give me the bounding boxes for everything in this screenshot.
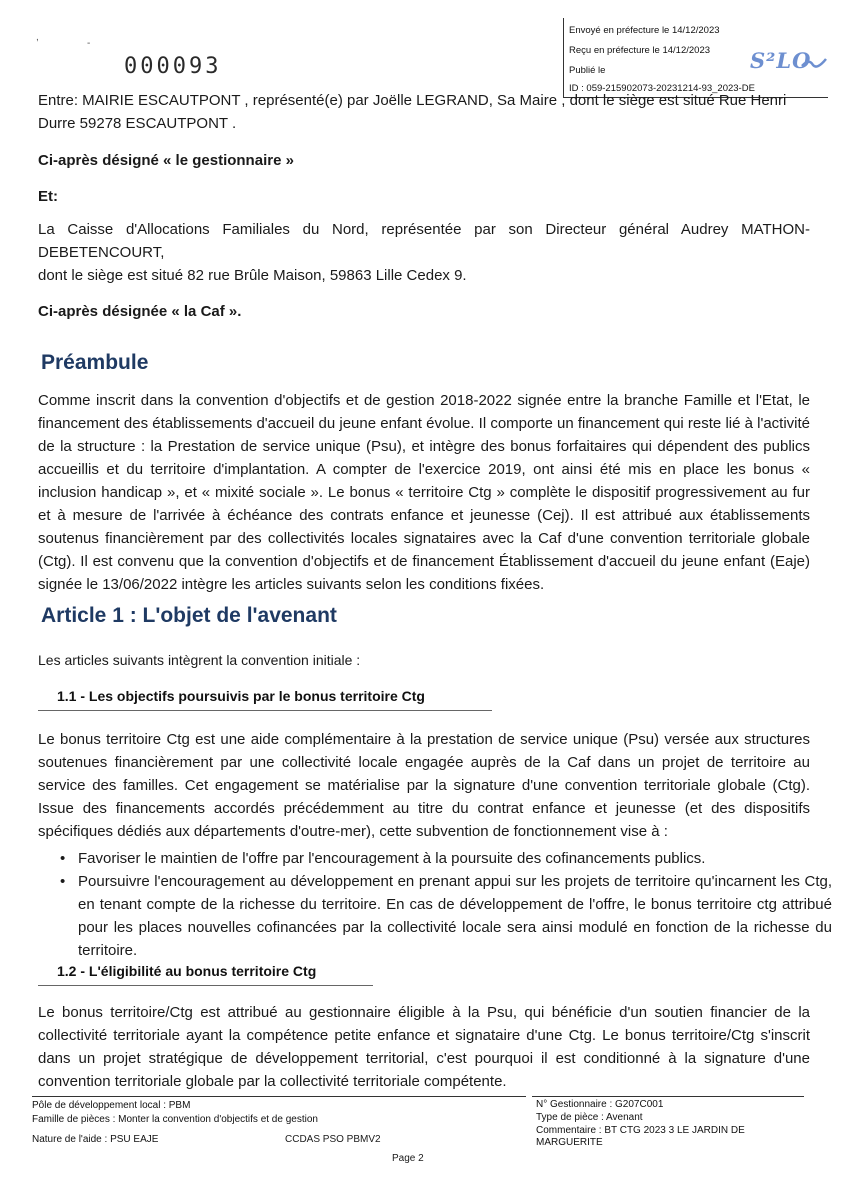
objectives-list xyxy=(56,847,832,962)
caf-label: Ci-après désignée « la Caf ». xyxy=(38,303,242,320)
caf-line: La Caisse d'Allocations Familiales du Nord, représentée par son Directeur général Audrey MATHON- xyxy=(38,221,810,238)
article1-intro: Les articles suivants intègrent la convention initiale : xyxy=(38,652,361,668)
entre-line: Durre 59278 ESCAUTPONT . xyxy=(38,115,237,132)
list-item: • Poursuivre l'encouragement au développement en prenant appui sur les projets de territoire qu'incarnent les Ctg, en tenant compte de la richesse du territoire. En cas de développement de l'offre, le bonus territoire ctg attribué pour les places nouvelles cofinancées par la collectivité locale sera ainsi modulé en fonction de la richesse du territoire. xyxy=(78,870,832,962)
entre-line: Entre: MAIRIE ESCAUTPONT , représenté(e) par Joëlle LEGRAND, Sa Maire , dont le siège est situé Rue Henri xyxy=(38,92,787,109)
margin-mark: - xyxy=(87,38,91,49)
section-1-2-text: Le bonus territoire/Ctg est attribué au gestionnaire éligible à la Psu, qui bénéficie d'un soutien financier de la collectivité territoriale ayant la compétence petite enfance et signataire d'une Ctg. Le bonus territoire/Ctg s'inscrit dans un projet stratégique de développement territorial, c'est pourquoi il est conditionné à la signature d'une convention territoriale globale par la collectivité territoriale compétente. xyxy=(38,1004,810,1090)
footer-type: Type de pièce : Avenant xyxy=(536,1112,643,1123)
margin-mark: , xyxy=(36,32,39,43)
footer-nature: Nature de l'aide : PSU EAJE xyxy=(32,1134,159,1145)
handwritten-doc-number: 000093 xyxy=(124,54,222,79)
prefecture-stamp xyxy=(563,18,828,98)
entre-party xyxy=(38,89,810,135)
section-1-1-title: 1.1 - Les objectifs poursuivis par le bonus territoire Ctg xyxy=(57,688,425,704)
section-1-2-title: 1.2 - L'éligibilité au bonus territoire Ctg xyxy=(57,963,317,979)
slo-swoosh-icon xyxy=(801,56,827,70)
stamp-received: Reçu en préfecture le 14/12/2023 xyxy=(569,45,711,56)
et-label: Et: xyxy=(38,188,58,205)
footer-famille: Famille de pièces : Monter la convention d'objectifs et de gestion xyxy=(32,1114,318,1125)
section-1-1-text: Le bonus territoire Ctg est une aide complémentaire à la prestation de service unique (Psu) versée aux structures soutenues financièrement par une collectivité locale engagée auprès de la Caf dans un projet de territoire au service des familles. Cet engagement se matérialise par la signature d'une convention territoriale globale (Ctg). Issue des financements accordés précédemment au titre du contrat enfance et jeunesse (et des dispositifs spécifiques dédiés aux départements d'outre-mer), cette subvention de fonctionnement vise à : xyxy=(38,731,810,840)
list-item: • Favoriser le maintien de l'offre par l'encouragement à la poursuite des cofinancements publics. xyxy=(78,847,832,870)
caf-line: dont le siège est situé 82 rue Brûle Maison, 59863 Lille Cedex 9. xyxy=(38,267,467,284)
footer-ccdas: CCDAS PSO PBMV2 xyxy=(285,1134,381,1145)
article1-title: Article 1 : L'objet de l'avenant xyxy=(41,604,337,627)
page-number: Page 2 xyxy=(392,1153,424,1164)
stamp-published: Publié le xyxy=(569,65,606,76)
footer-pole: Pôle de développement local : PBM xyxy=(32,1100,191,1111)
stamp-id: ID : 059-215902073-20231214-93_2023-DE xyxy=(569,83,755,94)
caf-party xyxy=(38,218,810,287)
gestionnaire-label: Ci-après désigné « le gestionnaire » xyxy=(38,152,294,169)
slo-logo: S²LO xyxy=(750,48,812,73)
footer-divider xyxy=(32,1096,526,1097)
preambule-text: Comme inscrit dans la convention d'objectifs et de gestion 2018-2022 signée entre la branche Famille et l'Etat, le financement des établissements d'accueil du jeune enfant évolue. Il comporte un financement qui reste lié à l'activité de la structure : la Prestation de service unique (Psu), et intègre des bonus forfaitaires qui dépendent des publics accueillis et du territoire d'implantation. A compter de l'exercice 2019, ont ainsi été mis en place les bonus « inclusion handicap », et « mixité sociale ». Le bonus « territoire Ctg » complète le dispositif progressivement au fur et à mesure de l'arrivée à échéance des contrats enfance et jeunesse (Cej). Il est attribué aux établissements soutenus financièrement par des collectivités locales signataires avec la Caf d'une convention territoriale globale (Ctg). Il est convenu que la convention d'objectifs et de financement Établissement d'accueil du jeune enfant (Eaje) signée le 13/06/2022 intègre les articles suivants selon les conditions fixées. xyxy=(38,392,811,593)
caf-line: DEBETENCOURT, xyxy=(38,244,165,261)
section-underline xyxy=(38,985,373,986)
stamp-sent: Envoyé en préfecture le 14/12/2023 xyxy=(569,25,720,36)
footer-gestionnaire: N° Gestionnaire : G207C001 xyxy=(536,1099,664,1110)
footer-commentaire: Commentaire : BT CTG 2023 3 LE JARDIN DE MARGUERITE xyxy=(536,1125,745,1148)
preambule-title: Préambule xyxy=(41,351,149,374)
footer-divider xyxy=(532,1096,804,1097)
section-underline xyxy=(38,710,492,711)
